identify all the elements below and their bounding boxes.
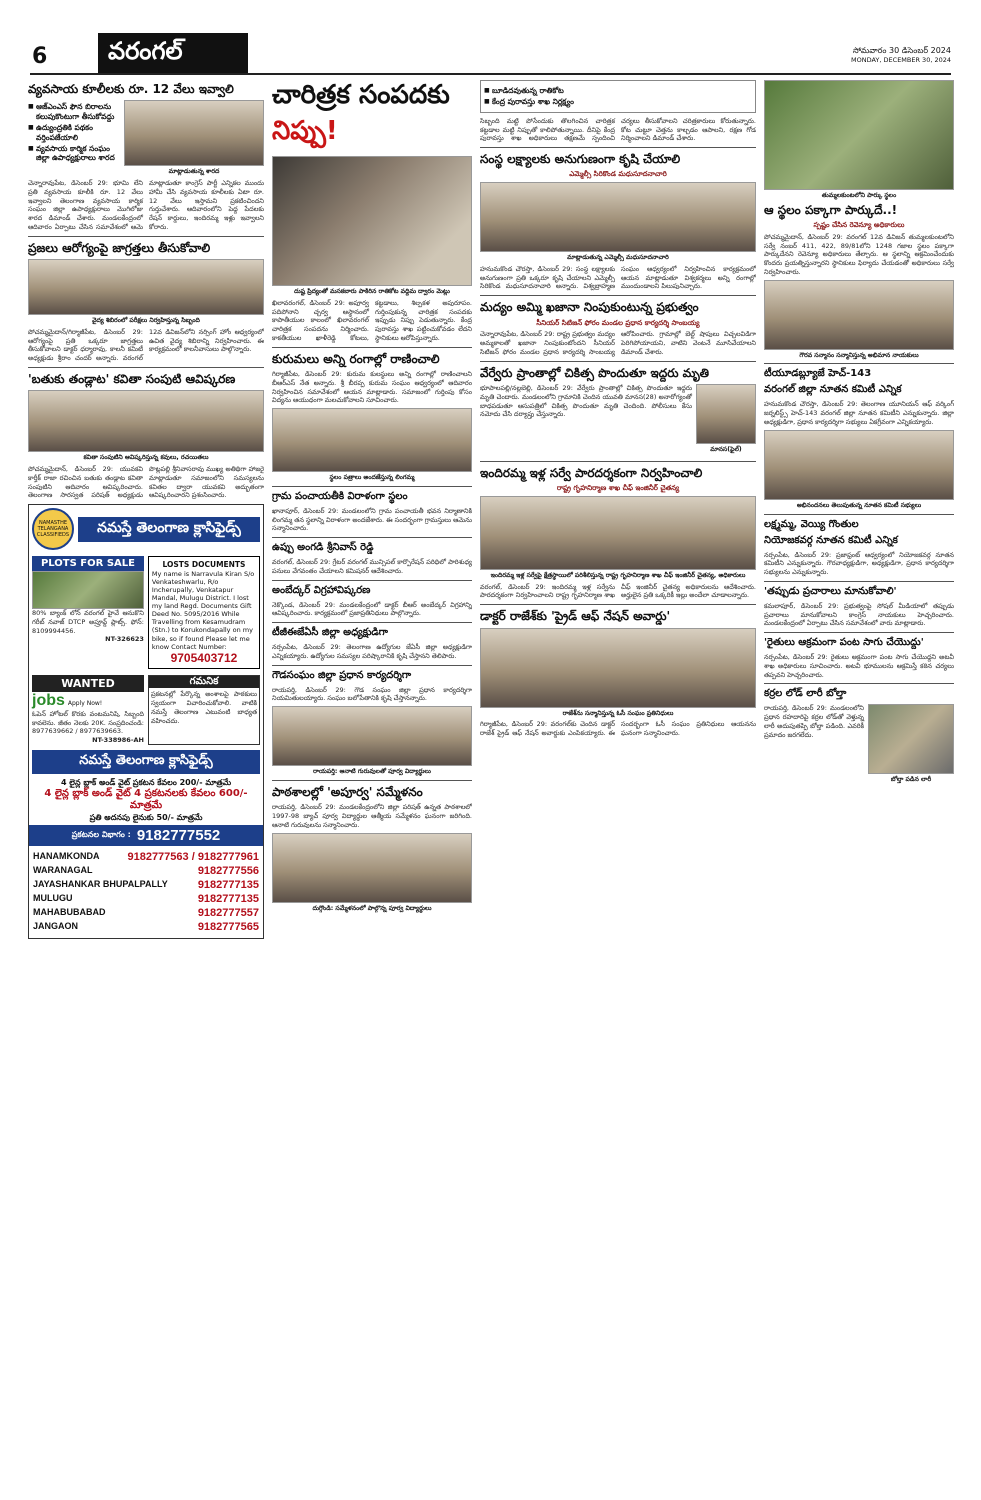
lead-headline-part1: చారిత్రక సంపదకు	[272, 80, 450, 110]
divider	[272, 780, 472, 781]
office-phone: 9182777565	[197, 920, 259, 933]
office-place: JAYASHANKAR BHUPALPALLY	[33, 878, 168, 889]
bullet-item: ■ బూడిదవుతున్న రాతికోట	[484, 86, 752, 95]
divider	[272, 537, 472, 538]
rates-box	[29, 776, 263, 825]
story-body: నర్సంపేట, డిసెంబర్ 29: తెలంగాణ ఉద్యోగుల జేఏసీ జిల్లా అధ్యక్షుడిగా ఎన్నికయ్యారు. ఉద్యోగుల సమస్యల పరిష్కారానికి కృషి చేస్తానని తెలిపారు.	[272, 643, 472, 660]
jobs-text: ఓపెన్ హోటల్ కొరకు వంటమనిషి, సిబ్బంది కావలెను. జీతం నెలకు 20K. సంప్రదించండి: 8977639662 / 8977639663.	[32, 709, 144, 736]
story-body: నర్సంపేట, డిసెంబర్ 29: రైతులు అక్రమంగా పంట సాగు చేయొద్దని అటవీ శాఖ అధికారులు సూచించారు. అటవీ భూములను ఆక్రమిస్తే కఠిన చర్యలు తప్పవని హెచ్చరించారు.	[764, 653, 954, 679]
office-row	[33, 907, 259, 919]
lead-headline-part2: నిప్పు!	[272, 116, 338, 146]
story-headline-2: నియోజకవర్గ నూతన కమిటీ ఎన్నిక	[764, 534, 898, 546]
column-2	[272, 80, 472, 1490]
ad-code: NT-338986-AH	[92, 736, 144, 745]
story-body: ఖానాపూర్, డిసెంబర్ 29: మండలంలోని గ్రామ పంచాయతీ భవన నిర్మాణానికి లింగమ్మ తన స్థలాన్ని విరాళంగా అందజేశారు. ఈ సందర్భంగా గ్రామస్తులు ఆమెను సన్మానించారు.	[272, 506, 472, 533]
story-body: చెన్నారావుపేట, డిసెంబర్ 29: భూమి లేని ప్రతి వ్యవసాయ కూలీకి రూ. 12 వేలు ఇవ్వాలని తెలంగాణ వ్యవసాయ కార్మిక సంఘం జిల్లా ఉపాధ్యక్షురాలు మొగిలోజు శారద డిమాండ్ చేశారు. మండలకేంద్రంలో ఆదివారం ఏర్పాటు చేసిన సమావేశంలో ఆమె మాట్లాడుతూ కాంగ్రెస్ పార్టీ ఎన్నికల ముందు హామీ చేసి వ్యవసాయ కూలీలకు ఏటా రూ. 12 వేలు ఇస్తామని ప్రకటించిందని గుర్తుచేశారు. ఆదివారంలోని పెద్ద పేదలకు రేషన్ కార్డులు, ఇందిరమ్మ ఇళ్లు ఇవ్వాలని కోరారు.	[28, 179, 264, 231]
plots-photo	[32, 571, 144, 609]
story-byline: సీనియర్ సిటిజన్ ఫోరం మండల ప్రధాన కార్యదర్శి సాంబయ్య	[536, 318, 700, 327]
date-english: MONDAY, DECEMBER 30, 2024	[851, 56, 951, 64]
story-headline: అంబేద్కర్ విగ్రహావిష్కరణ	[272, 584, 371, 596]
lead-headline	[272, 80, 472, 152]
photo-caption: బోల్తా పడిన లారీ	[890, 776, 932, 784]
photo-caption: స్థలం పత్రాలు అందజేస్తున్న లింగమ్మ	[329, 474, 415, 482]
story-body: వరంగల్, డిసెంబర్ 29: ఇందిరమ్మ ఇళ్ల సర్వేను పారదర్శకంగా నిర్వహించాలని రాష్ట్ర గృహనిర్మాణ శాఖ చీఫ్ ఇంజినీర్ చైతన్య అధికారులను ఆదేశించారు. అర్హులైన ప్రతి ఒక్కరికీ ఇల్లు అందేలా చూడాలన్నారు.	[480, 582, 756, 600]
column-4	[764, 80, 954, 1490]
lead-body-continued: సిబ్బంది మట్టి పోసేందుకు తొలగించిన చారిత్రక కట్టడాల మట్టి నిప్పుతో కాలిపోతున్నాయి. దీనిపై కేంద్ర పురావస్తు శాఖ అధికారులు తక్షణమే స్పందించి చర్యలు తీసుకోవాలని చరిత్రకారులు కోరుతున్నారు. కోట చుట్టూ చెత్తను కాల్చడం ఆపాలని, రక్షణ గోడ నిర్మించాలని డిమాండ్ చేశారు.	[480, 116, 756, 143]
story-headline: 'తప్పుడు ప్రచారాలు మానుకోవాలి'	[764, 585, 897, 597]
photo-caption: వైద్య శిబిరంలో పరీక్షలు నిర్వహిస్తున్న సిబ్బంది	[92, 317, 200, 325]
rate-line: 4 లైన్ల బ్లాక్ అండ్ వైట్ 4 ప్రకటనలకు కేవలం 600/- మాత్రమే	[44, 787, 248, 812]
photo-caption: దుష్ట ప్రిద్యంతో మసకబారు పాకిరిన రాతికోట వద్దిమ ద్వారం మెట్లు	[294, 288, 450, 295]
office-contacts	[29, 846, 263, 938]
story-headline: టీజీఈజేఏసీ జిల్లా అధ్యక్షుడిగా	[272, 627, 389, 639]
divider	[272, 347, 472, 348]
story-byline: రాష్ట్ర గృహనిర్మాణ శాఖ చీఫ్ ఇంజినీర్ చైతన్య	[556, 484, 680, 493]
story-photo	[764, 430, 954, 500]
office-phone: 9182777563 / 9182777961	[127, 850, 259, 863]
divider	[764, 683, 954, 684]
divider	[764, 514, 954, 515]
divider	[764, 581, 954, 582]
story-headline: పాఠశాలల్లో 'అపూర్వ' సమ్మేళనం	[272, 784, 423, 799]
divider	[480, 604, 756, 605]
bullet-item: ■ వ్యవసాయ కార్మిక సంఘం జిల్లా ఉపాధ్యక్షురాలు శారద	[28, 144, 120, 163]
story-body: రాయపర్తి, డిసెంబర్ 29: మండలకేంద్రంలోని జిల్లా పరిషత్ ఉన్నత పాఠశాలలో 1997-98 బ్యాచ్ పూర్వ విద్యార్థుల ఆత్మీయ సమ్మేళనం ఘనంగా జరిగింది. ఆనాటి గురువులను సన్మానించారు.	[272, 803, 472, 829]
plots-ad	[32, 556, 144, 669]
office-place: HANAMKONDA	[33, 850, 100, 861]
divider	[764, 632, 954, 633]
story-headline: కర్రల లోడ్ లారీ బోల్తా	[764, 688, 847, 700]
story-photo	[272, 706, 472, 766]
story-body: పోచమ్మమైదాన్, డిసెంబర్ 29: వరంగల్ 12వ డివిజన్ తుమ్మలకుంటలోని సర్వే నంబర్ 411, 422, 89/81లోని 1248 గజాల స్థలం పక్కాగా పార్కుదేనని రెవెన్యూ అధికారులు తేల్చారు. ఆ స్థలాన్ని ఆక్రమించేందుకు కొందరు ప్రయత్నిస్తున్నారని స్థానికులు ఫిర్యాదు చేయడంతో అధికారులు సర్వే నిర్వహించారు.	[764, 232, 954, 276]
rate-line: ప్రతి అదనపు లైనుకు 50/- మాత్రమే	[89, 812, 203, 822]
story-photo	[28, 390, 264, 452]
classifieds-banner: నమస్తే తెలంగాణ క్లాసిఫైడ్స్	[78, 517, 260, 542]
story-body: హనుమకొండ చౌరస్తా, డిసెంబర్ 29: తెలంగాణ యూనియన్ ఆఫ్ వర్కింగ్ జర్నలిస్ట్స్ హెచ్-143 వరంగల్ జిల్లా నూతన కమిటీని ఎన్నుకున్నారు. జిల్లా అధ్యక్షుడిగా, ప్రధాన కార్యదర్శిగా సభ్యులు ఏకగ్రీవంగా ఎన్నికయ్యారు.	[764, 400, 954, 426]
office-place: MULUGU	[33, 892, 73, 903]
office-place: WARANAGAL	[33, 864, 93, 875]
story-photo	[868, 704, 954, 774]
divider	[764, 363, 954, 364]
story-headline: ఇందిరమ్మ ఇళ్ల సర్వే పారదర్శకంగా నిర్వహించాలి	[480, 465, 703, 480]
rate-line: 4 లైన్ల బ్లాక్ అండ్ వైట్ ప్రకటన కేవలం 200/- మాత్రమే	[60, 777, 232, 787]
office-place: JANGAON	[33, 920, 79, 931]
story-byline: స్పష్టం చేసిన రెవెన్యూ అధికారులు	[813, 221, 905, 230]
story-bullets	[28, 100, 120, 179]
story-headline: ఆ స్థలం పక్కాగా పార్కుదే..!	[764, 202, 898, 217]
photo-caption: రాజేశ్‌ను సన్మానిస్తున్న ఓసీ సంఘం ప్రతినిధులు	[562, 709, 674, 717]
bullet-item: ■ ఉద్యుంద్రతికి పథకం వర్తింపజేయాలి	[28, 123, 120, 142]
office-row	[33, 893, 259, 905]
divider	[480, 295, 756, 296]
story-photo	[764, 280, 954, 350]
classifieds-logo: NAMASTHE TELANGANA CLASSIFIEDS	[32, 508, 74, 550]
lost-documents-ad	[148, 556, 260, 669]
story-body: గిర్మాజీపేట, డిసెంబర్ 29: వరంగల్‌కు చెందిన డాక్టర్ రాజేశ్ ప్రైడ్ ఆఫ్ నేషన్ అవార్డుకు ఎంపికయ్యారు. ఈ సందర్భంగా ఓసీ సంఘం ప్రతినిధులు ఆయనను ఘనంగా సన్మానించారు.	[480, 720, 756, 738]
story-headline: డాక్టర్ రాజేశ్‌కు 'ప్రైడ్ ఆఫ్ నేషన్ అవార్డు'	[480, 609, 671, 624]
story-headline: గ్రామ పంచాయతీకి విరాళంగా స్థలం	[272, 490, 408, 502]
divider	[480, 147, 756, 148]
classifieds-banner-2: నమస్తే తెలంగాణ క్లాసిఫైడ్స్	[32, 750, 260, 774]
dept-label: ప్రకటనల విభాగం :	[71, 830, 131, 840]
story-headline: గౌడసంఘం జిల్లా ప్రధాన కార్యదర్శిగా	[272, 669, 412, 681]
lead-bullets	[484, 86, 752, 107]
story-body: పోచమ్మమైదాన్, డిసెంబర్ 29: యువకవి కార్తీక్ రాజా రచించిన బతుకు తండ్లాట కవితా సంపుటిని ఆదివారం ఆవిష్కరించారు. తెలంగాణ సారస్వత పరిషత్ అధ్యక్షుడు పొట్లపల్లి శ్రీనివాసరావు ముఖ్య అతిథిగా హాజరై మాట్లాడుతూ సమాజంలోని సమస్యలను కవితల ద్వారా యువకవి అద్భుతంగా ఆవిష్కరించారని ప్రశంసించారు.	[28, 465, 264, 500]
wanted-title: WANTED	[32, 675, 144, 692]
section-title: వరంగల్	[98, 33, 248, 73]
story-headline: సంస్థ లక్ష్యాలకు అనుగుణంగా కృషి చేయాలి	[480, 152, 681, 167]
office-place: MAHABUBABAD	[33, 906, 106, 917]
dept-phone: 9182777552	[136, 826, 221, 844]
notice-box	[148, 675, 260, 745]
photo-caption: అభినందనలు తెలుపుతున్న నూతన కమిటీ సభ్యులు	[796, 501, 922, 509]
story-photo	[124, 100, 264, 166]
masthead-rule	[30, 73, 951, 75]
office-phone: 9182777135	[197, 892, 259, 905]
story-body: గిర్మాజీపేట, డిసెంబర్ 29: కురుమ కులస్థులు అన్ని రంగాల్లో రాణించాలని బీఆర్‌ఎస్ నేత అన్నారు. శ్రీ బీరప్ప కురుమ సంఘం ఆధ్వర్యంలో ఆదివారం నిర్వహించిన సమావేశంలో ఆయన మాట్లాడారు. సమాజంలో గుర్తింపు కోసం విద్యను ఆయుధంగా మలచుకోవాలని సూచించారు.	[272, 369, 472, 405]
portrait-photo	[696, 384, 756, 444]
story-photo	[480, 628, 756, 708]
column-1	[28, 80, 264, 1490]
jobs-logo: jobs	[32, 691, 65, 709]
story-headline: టీయూడబ్ల్యూజే హెచ్-143	[764, 368, 872, 380]
page-number: 6	[32, 44, 48, 69]
divider	[272, 665, 472, 666]
photo-caption: గౌరవ సన్మానం సన్మానిస్తున్న అభిమాన నాయకులు	[799, 351, 919, 359]
date-box	[851, 46, 951, 64]
story-body: వరంగల్, డిసెంబర్ 29: గ్రేటర్ వరంగల్ మున్సిపల్ కార్పొరేషన్ పరిధిలో పారిశుధ్య పనులు వేగవంతం చేయాలని కమిషనర్ ఆదేశించారు.	[272, 558, 472, 575]
story-photo	[272, 408, 472, 472]
plots-text: 80% బ్యాంక్ లోన్ వరంగల్ హైవే ఆనుకొని గరీబ్ నవాజ్ DTCP అప్రూవ్డ్ ప్లాట్స్. ఫోన్: 8109994456.	[32, 609, 144, 635]
notice-text: ప్రకటనల్లో పేర్కొన్న అంశాలపై పాఠకులు స్వయంగా విచారించుకోవాలి. వాటికి నమస్తే తెలంగాణ ఎటువంటి బాధ్యత వహించదు.	[150, 690, 257, 725]
office-row	[33, 921, 259, 933]
ad-code: NT-326623	[105, 635, 144, 644]
date-telugu: సోమవారం 30 డిసెంబర్ 2024	[852, 46, 951, 55]
story-photo	[480, 182, 756, 252]
notice-title: గమనిక	[149, 676, 259, 689]
photo-caption: మానస(ఫైల్)	[710, 446, 742, 454]
story-body: రాయపర్తి, డిసెంబర్ 29: మండలంలోని ప్రధాన రహదారిపై కర్రల లోడ్‌తో వెళ్తున్న లారీ అదుపుతప్పి బోల్తా పడింది. ఎవరికీ ప్రమాదం జరగలేదు.	[764, 704, 864, 739]
photo-caption: తుమ్మలకుంటలోని పార్కు స్థలం	[821, 192, 897, 199]
story-headline: ఉప్పు అంగడి శ్రీనివాస్ రెడ్డి	[272, 542, 374, 554]
lead-photo	[272, 156, 472, 286]
jobs-sub: Apply Now!	[67, 699, 103, 707]
story-headline: 'రైతులు ఆక్రమంగా పంట సాగు చేయొద్దు'	[764, 637, 924, 649]
lost-text: My name is Narravula Kiran S/o Venkateshwarlu, R/o Incherupally, Venkatapur Mandal, Mulugu District. I lost my land Regd. Documents Gift Deed No. 5095/2016 While Travelling from Kesamudram (Stn.) to Korukondapally on my bike, so if found Please let me know Contact Number:	[151, 569, 255, 651]
lead-subheads	[480, 80, 756, 113]
story-headline: ప్రజలు ఆరోగ్యంపై జాగ్రత్తలు తీసుకోవాలి	[28, 240, 211, 255]
bullet-item: ■ కేంద్ర పురావస్తు శాఖ నిర్లక్ష్యం	[484, 97, 752, 106]
story-body: భూపాలపల్లి/నల్లబెల్లి, డిసెంబర్ 29: వేర్వేరు ప్రాంతాల్లో చికిత్స పొందుతూ ఇద్దరు మృతి చెందారు. మండలంలోని గ్రామానికి చెందిన యువతి మానస(28) అనారోగ్యంతో బాధపడుతూ ఆసుపత్రిలో చికిత్స పొందుతూ మృతి చెందింది. పోలీసులు కేసు నమోదు చేసి దర్యాప్తు చేస్తున్నారు.	[480, 384, 692, 419]
photo-caption: దుగ్గొండి: సమ్మేళనంలో పాల్గొన్న పూర్వ విద్యార్థులు	[312, 904, 432, 912]
photo-caption: రాయపర్తి: ఆనాటి గురువులతో పూర్వ విద్యార్థులు	[313, 768, 431, 776]
story-body: పోచమ్మమైదాన్/గిర్మాజీపేట, డిసెంబర్ 29: ఆరోగ్యంపై ప్రతి ఒక్కరూ జాగ్రత్తలు తీసుకోవాలని డాక్టర్ ధర్మారావు, కాలనీ కమిటీ అధ్యక్షుడు శ్రీరాం చందర్ అన్నారు. వరంగల్ 12వ డివిజన్‌లోని నర్సింగ్ హోం ఆధ్వర్యంలో ఉచిత వైద్య శిబిరాన్ని నిర్వహించారు. ఈ కార్యక్రమంలో కాలనీవాసులు పాల్గొన్నారు.	[28, 327, 264, 363]
divider	[28, 367, 264, 368]
story-body: నర్సంపేట, డిసెంబర్ 29: ప్రజాఫ్రంట్ ఆధ్వర్యంలో నియోజకవర్గ నూతన కమిటీని ఎన్నుకున్నారు. గౌరవాధ్యక్షుడిగా, అధ్యక్షుడిగా, ప్రధాన కార్యదర్శిగా సభ్యులను ఎన్నుకున్నారు.	[764, 550, 954, 577]
divider	[28, 236, 264, 237]
photo-caption: ఇందిరమ్మ ఇళ్ల సర్వేపై క్షేత్రస్థాయిలో పరిశీలిస్తున్న రాష్ట్ర గృహనిర్మాణ శాఖ చీఫ్ ఇంజినీర్ చైతన్య, అధికారులు	[490, 571, 746, 579]
story-body: కమలాపూర్, డిసెంబర్ 29: ప్రభుత్వంపై సోషల్ మీడియాలో తప్పుడు ప్రచారాలు మానుకోవాలని కాంగ్రెస్ నాయకులు హెచ్చరించారు. మండలకేంద్రంలో ఏర్పాటు చేసిన సమావేశంలో వారు మాట్లాడారు.	[764, 601, 954, 628]
divider	[272, 622, 472, 623]
story-body: హనుమకొండ చౌరస్తా, డిసెంబర్ 29: సంస్థ లక్ష్యాలకు అనుగుణంగా ప్రతి ఒక్కరూ కృషి చేయాలని ఎమ్మెల్సీ సిరికొండ మధుసూదనాచారి అన్నారు. విశ్వబ్రాహ్మణ సంఘం ఆధ్వర్యంలో నిర్వహించిన కార్యక్రమంలో ఆయన మాట్లాడుతూ విశ్వకర్మలు అన్ని రంగాల్లో ముందుండాలని పిలుపునిచ్చారు.	[480, 264, 756, 291]
plots-title: PLOTS FOR SALE	[32, 556, 144, 571]
story-headline-2: వరంగల్ జిల్లా నూతన కమిటీ ఎన్నిక	[764, 384, 902, 396]
photo-caption: కవితా సంపుటిని ఆవిష్కరిస్తున్న కవులు, రచయితలు	[83, 454, 209, 462]
office-row	[33, 851, 259, 863]
story-body: రాయపర్తి, డిసెంబర్ 29: గౌడ సంఘం జిల్లా ప్రధాన కార్యదర్శిగా నియమితులయ్యారు. సంఘం బలోపేతానికి కృషి చేస్తానన్నారు.	[272, 685, 472, 703]
classifieds-ad	[28, 504, 264, 939]
story-headline: లక్ష్మమ్మ, వెయ్యి గొంతుల	[764, 518, 859, 530]
story-photo	[764, 80, 954, 190]
story-headline: కురుమలు అన్ని రంగాల్లో రాణించాలి	[272, 351, 440, 366]
story-body: నెక్కొండ, డిసెంబర్ 29: మండలకేంద్రంలో డాక్టర్ బీఆర్ అంబేద్కర్ విగ్రహాన్ని ఆవిష్కరించారు. కార్యక్రమంలో ప్రజాప్రతినిధులు పాల్గొన్నారు.	[272, 600, 472, 618]
masthead	[0, 0, 981, 74]
story-headline: వ్యవసాయ కూలీలకు రూ. 12 వేలు ఇవ్వాలి	[28, 82, 234, 96]
story-headline: 'బతుకు తండ్లాట' కవితా సంపుటి ఆవిష్కరణ	[28, 371, 236, 386]
office-phone: 9182777556	[197, 864, 259, 877]
wanted-ad	[32, 675, 144, 745]
office-phone: 9182777557	[197, 906, 259, 919]
bullet-item: ■ ఆజ్‌ఎంఎస్ ఫౌన బిరాలను కలుపుకొంటుగా తీసుకోవద్దు	[28, 102, 120, 121]
story-headline: మద్యం అమ్మి ఖజానా నింపుకుంటున్న ప్రభుత్వం	[480, 300, 699, 315]
lead-body: ఖిలావరంగల్, డిసెంబర్ 29: అపూర్వ పదిపోనాని చ్చర్వ ఆస్థానంలో కాపాతీయుల కాలంలో ఖిలావరంగల్ చారిత్రక సంపదను నిర్మించారు. కాకతీయుల ఖాళీరెడ్డి కోటలు, కట్టడాలు, శిల్పకళ అపురూపం. గుర్తింపుకున్న చారిత్రక సంపదకు ఇప్పుడు నిప్పు పెడుతున్నారు. కేంద్ర పురావస్తు శాఖ పట్టించుకోవడం లేదని స్థానికులు ఆరోపిస్తున్నారు.	[272, 298, 472, 342]
story-headline: వేర్వేరు ప్రాంతాల్లో చికిత్స పొందుతూ ఇద్దరు మృతి	[480, 365, 710, 380]
office-row	[33, 865, 259, 877]
lost-title: LOSTS DOCUMENTS	[162, 560, 246, 570]
column-3	[480, 80, 756, 1490]
divider	[272, 580, 472, 581]
lost-phone: 9705403712	[170, 650, 238, 665]
dept-phone-row	[29, 825, 263, 846]
office-row	[33, 879, 259, 891]
photo-caption: మాట్లాడుతున్న ఎమ్మెల్సీ మధుసూదనాచారి	[567, 254, 669, 262]
divider	[480, 361, 756, 362]
story-photo	[272, 833, 472, 903]
story-body: చెన్నారావుపేట, డిసెంబర్ 29: రాష్ట్ర ప్రభుత్వం మద్యం అమ్మకాలతో ఖజానా నింపుకుంటోందని సీనియర్ సిటిజన్ ఫోరం మండల ప్రధాన కార్యదర్శి సాంబయ్య ఆరోపించారు. గ్రామాల్లో బెల్ట్ షాపులు విచ్చలవిడిగా పెరిగిపోయాయని, వాటిని వెంటనే మూసివేయాలని డిమాండ్ చేశారు.	[480, 330, 756, 356]
photo-caption: మాట్లాడుతున్న శారద	[168, 168, 220, 176]
divider	[272, 486, 472, 487]
story-photo	[480, 496, 756, 570]
story-photo	[28, 259, 264, 315]
divider	[480, 461, 756, 462]
story-byline: ఎమ్మెల్సీ సిరికొండ మధుసూదనాచారి	[569, 170, 667, 179]
office-phone: 9182777135	[197, 878, 259, 891]
